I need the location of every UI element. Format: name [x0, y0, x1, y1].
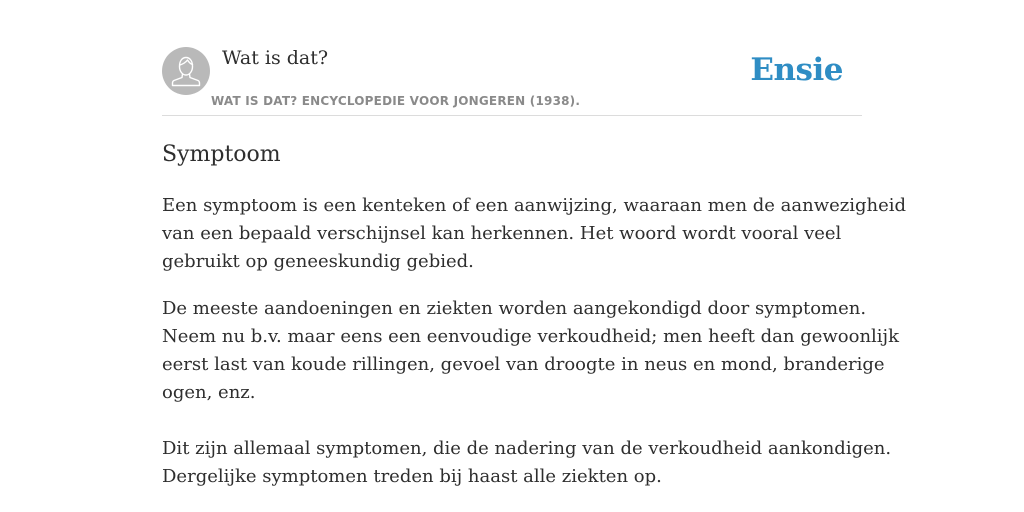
article-paragraph-1: [162, 192, 907, 276]
paragraph-line: eerst last van koude rillingen, gevoel van droogte in neus en mond, branderige: [162, 354, 885, 375]
article-title: Symptoom: [162, 142, 281, 167]
paragraph-line: De meeste aandoeningen en ziekten worden aangekondigd door symptomen.: [162, 298, 867, 319]
article-paragraph-2: [162, 295, 900, 407]
paragraph-line: Dit zijn allemaal symptomen, die de nadering van de verkoudheid aankondigen.: [162, 438, 892, 459]
paragraph-line: van een bepaald verschijnsel kan herkennen. Het woord wordt vooral veel: [162, 223, 842, 244]
article-paragraph-3: [162, 435, 892, 491]
author-name[interactable]: Wat is dat?: [222, 47, 329, 69]
paragraph-line: Neem nu b.v. maar eens een eenvoudige verkoudheid; men heeft dan gewoonlijk: [162, 326, 900, 347]
paragraph-line: Dergelijke symptomen treden bij haast alle ziekten op.: [162, 466, 662, 487]
user-silhouette-icon: [162, 47, 210, 95]
source-label: WAT IS DAT? ENCYCLOPEDIE VOOR JONGEREN (1938).: [211, 94, 581, 108]
paragraph-line: ogen, enz.: [162, 382, 256, 403]
paragraph-line: Een symptoom is een kenteken of een aanwijzing, waaraan men de aanwezigheid: [162, 195, 907, 216]
ensie-logo[interactable]: Ensie: [750, 52, 843, 88]
author-avatar[interactable]: [162, 47, 210, 95]
paragraph-line: gebruikt op geneeskundig gebied.: [162, 251, 474, 272]
page-container: [162, 0, 907, 487]
article-header: [162, 0, 862, 116]
